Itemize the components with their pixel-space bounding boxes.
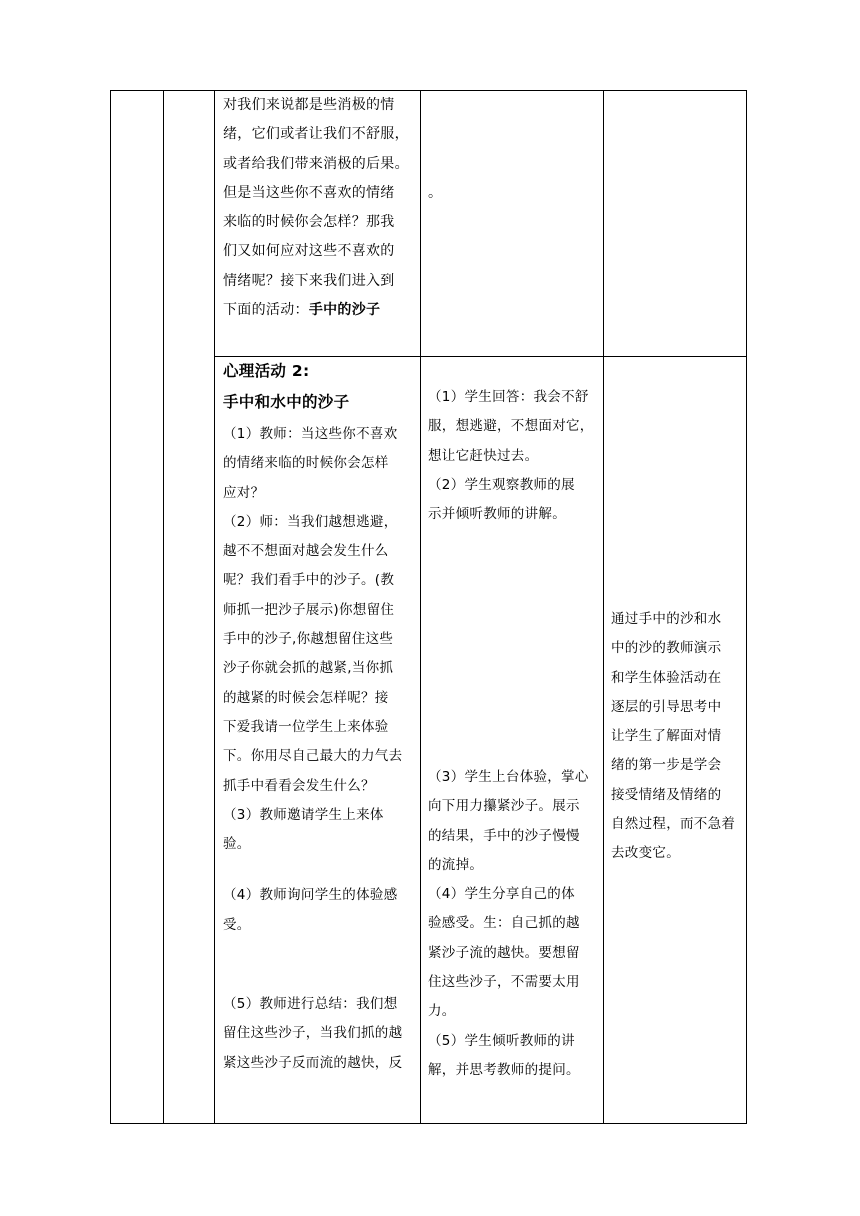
text-line: 的结果，手中的沙子慢慢 — [428, 827, 580, 844]
student-step-3 — [428, 763, 608, 880]
text-line: 解，并思考教师的提问。 — [428, 1061, 580, 1078]
text-line: 自然过程，而不急着 — [611, 816, 736, 833]
text-line: 来临的时候你会怎样？那我 — [223, 214, 395, 231]
student-step-4 — [428, 880, 608, 1026]
text-line: 验。 — [223, 836, 251, 853]
teacher-step-1 — [223, 420, 423, 508]
text-line: 向下用力攥紧沙子。展示 — [428, 798, 580, 815]
text-run: 下面的活动： — [223, 302, 309, 319]
text-line: 通过手中的沙和水 — [611, 611, 722, 627]
text-line: 逐层的引导思考中 — [611, 698, 722, 715]
column-divider — [214, 91, 215, 1123]
text-line: 情绪呢？接下来我们进入到 — [223, 272, 395, 289]
teacher-step-2 — [223, 508, 423, 801]
text-line: 沙子你就会抓的越紧,当你抓 — [223, 660, 394, 677]
text-line: 的越紧的时候会怎样呢？接 — [223, 689, 389, 706]
row1-student-cell — [428, 179, 442, 208]
text-line: 或者给我们带来消极的后果。 — [223, 155, 409, 172]
text-line: 接受情绪及情绪的 — [611, 786, 722, 803]
text-line: 示并倾听教师的讲解。 — [428, 506, 566, 523]
text-line: （3）教师邀请学生上来体 — [223, 806, 384, 823]
activity-subtitle: 手中和水中的沙子 — [223, 393, 350, 411]
teacher-step-5 — [223, 990, 423, 1078]
text-line: 抓手中看看会发生什么？ — [223, 777, 375, 794]
text-line: 想让它赶快过去。 — [428, 447, 539, 464]
text-line: 绪的第一步是学会 — [611, 757, 722, 774]
student-step-1 — [428, 383, 608, 471]
text-line: 绪，它们或者让我们不舒服， — [223, 126, 409, 143]
text-line: （1）教师：当这些你不喜欢 — [223, 426, 398, 442]
text-line: 让学生了解面对情 — [611, 728, 722, 745]
student-step-2 — [428, 471, 608, 530]
text-line: 呢？我们看手中的沙子。(教 — [223, 572, 395, 589]
text-line: （3）学生上台体验，掌心 — [428, 769, 589, 785]
student-step-5 — [428, 1027, 608, 1086]
text-line: 和学生体验活动在 — [611, 669, 722, 686]
lesson-plan-table — [110, 90, 747, 1124]
text-line: 受。 — [223, 916, 251, 933]
text-line: （4）教师询问学生的体验感 — [223, 887, 398, 904]
text-line: 们又如何应对这些不喜欢的 — [223, 243, 395, 260]
text-line: 力。 — [428, 1003, 456, 1020]
text-line: 服，想逃避，不想面对它， — [428, 418, 594, 435]
text-line: 应对？ — [223, 484, 265, 501]
activity-name: 手中的沙子 — [308, 302, 381, 319]
text-line: 手中的沙子,你越想留住这些 — [223, 631, 394, 648]
text-line: 师抓一把沙子展示)你想留住 — [223, 601, 395, 618]
teacher-step-4 — [223, 881, 423, 940]
text-line: 的情绪来临的时候你会怎样 — [223, 455, 389, 472]
text-line: （5）教师进行总结：我们想 — [223, 996, 398, 1013]
text-line: 下。你用尽自己最大的力气去 — [223, 748, 403, 765]
text-line: （2）师：当我们越想逃避， — [223, 513, 398, 530]
row1-teacher-cell — [223, 91, 423, 325]
text-line: （4）学生分享自己的体 — [428, 886, 575, 903]
text-line: 对我们来说都是些消极的情 — [223, 97, 395, 113]
text-line: 验感受。生：自己抓的越 — [428, 915, 580, 932]
text-line: 中的沙的教师演示 — [611, 640, 722, 657]
column-divider — [163, 91, 164, 1123]
row2-intent-cell — [611, 605, 745, 869]
text-line: 下爱我请一位学生上来体验 — [223, 718, 389, 735]
text-line: 去改变它。 — [611, 845, 680, 862]
text-line: （1）学生回答：我会不舒 — [428, 389, 589, 405]
text-line: 但是当这些你不喜欢的情绪 — [223, 184, 395, 201]
text-line: 紧这些沙子反而流的越快，反 — [223, 1054, 403, 1071]
teacher-step-3 — [223, 801, 423, 860]
text-line — [223, 296, 423, 325]
row2-teacher-cell — [223, 356, 423, 1078]
activity-title: 心理活动 2: — [223, 362, 310, 380]
text-line: （2）学生观察教师的展 — [428, 476, 575, 493]
row2-student-cell-top — [428, 383, 608, 529]
text-line: 越不不想面对越会发生什么 — [223, 543, 389, 560]
text-line: 紧沙子流的越快。要想留 — [428, 944, 580, 961]
text-line: 住这些沙子，不需要太用 — [428, 974, 580, 991]
text-line: 留住这些沙子，当我们抓的越 — [223, 1025, 403, 1042]
row2-student-cell-bottom — [428, 763, 608, 1085]
text-line: （5）学生倾听教师的讲 — [428, 1032, 575, 1049]
text-line: 的流掉。 — [428, 856, 484, 873]
text-line: 。 — [428, 185, 443, 201]
